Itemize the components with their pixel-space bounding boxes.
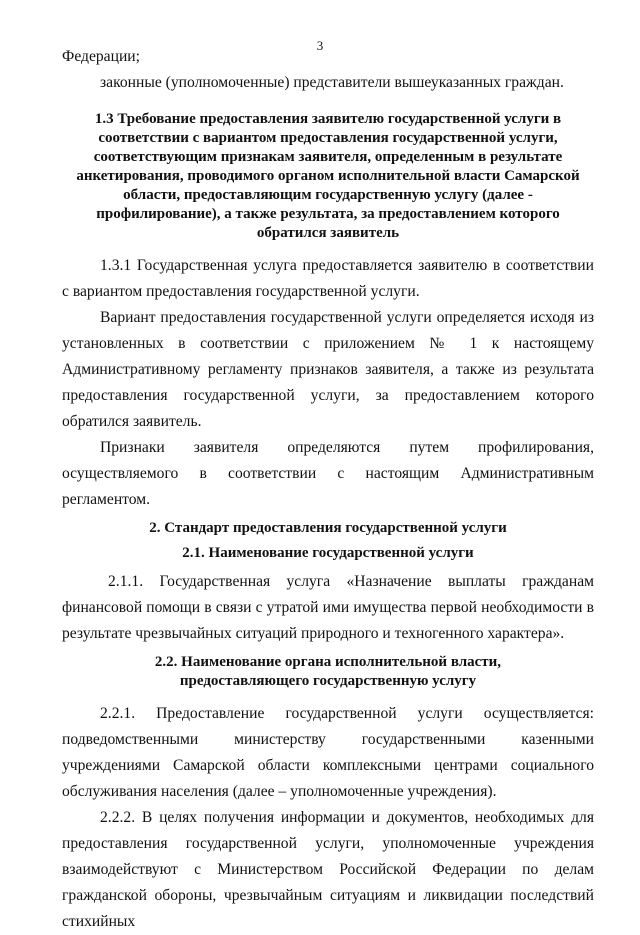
paragraph-2-1-1: 2.1.1. Государственная услуга «Назначение выплаты гражданам финансовой помощи в связи с утратой ими имущества первой необходимости в результате чрезвычайных ситуаций природного и техногенного характера». — [62, 573, 594, 642]
paragraph-2-2-2: 2.2.2. В целях получения информации и документов, необходимых для предоставления государственной услуги, уполномоченные учреждения взаимодействуют с Министерством Российской Федерации по делам гражданской обороны, чрезвычайным ситуациям и ликвидации последствий стихийных — [62, 809, 594, 930]
heading-1-3: 1.3 Требование предоставления заявителю государственной услуги в соответствии с вариантом предоставления государственной услуги, соответствующим признакам заявителя, определенным в результате анкетирования, проводимого органом исполнительной власти Самарской области, предоставляющим государственную услугу (далее - профилирование), а также результата, за предоставлением которого обратился заявитель — [76, 111, 580, 241]
heading-2-2-line2: предоставляющего государственную услугу — [179, 673, 477, 689]
document-body — [62, 44, 594, 935]
heading-2-1: 2.1. Наименование государственной услуги — [182, 545, 474, 561]
heading-2-2-line1: 2.2. Наименование органа исполнительной власти, — [154, 654, 502, 670]
paragraph-1-3-1: 1.3.1 Государственная услуга предоставляется заявителю в соответствии с вариантом предоставления государственной услуги. — [62, 257, 594, 300]
paragraph-2-2-1: 2.2.1. Предоставление государственной услуги осуществляется: подведомственными министерству государственными казенными учреждениями Самарской области комплексными центрами социального обслуживания населения (далее – уполномоченные учреждения). — [62, 705, 594, 800]
paragraph-representatives: законные (уполномоченные) представители вышеуказанных граждан. — [100, 74, 564, 91]
paragraph-priznaki: Признаки заявителя определяются путем профилирования, осуществляемого в соответствии с настоящим Административным регламентом. — [62, 439, 594, 508]
page-number: 3 — [316, 38, 324, 53]
heading-2: 2. Стандарт предоставления государственной услуги — [149, 520, 507, 536]
paragraph-variant: Вариант предоставления государственной услуги определяется исходя из установленных в соответствии с приложением № 1 к настоящему Административному регламенту признаков заявителя, а также из результата предоставления государственной услуги, за предоставлением которого обратился заявитель. — [62, 309, 594, 430]
paragraph-federacii: Федерации; — [62, 48, 140, 65]
